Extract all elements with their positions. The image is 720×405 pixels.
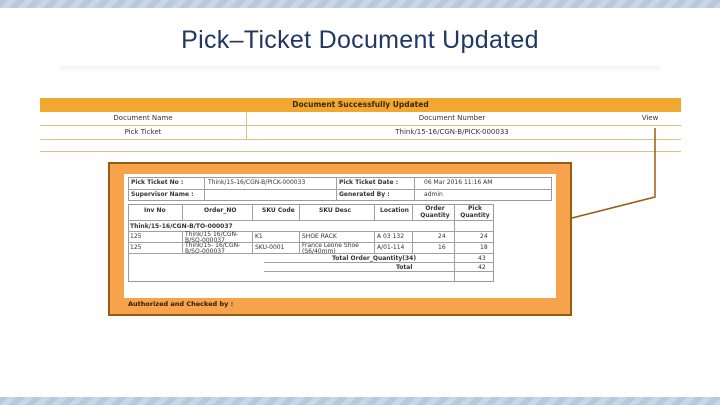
row1-inv: 125 [130,233,142,240]
group-header: Think/15-16/CGN-B/TO-000037 [130,223,233,230]
col-pick-quantity: Pick Quantity [460,205,490,219]
row2-order-qty: 16 [438,244,446,251]
row2-pick-qty: 18 [480,244,488,251]
total-order-label: Total Order_Quantity(34) [332,255,417,262]
row1-desc: SHOE RACK [302,233,337,240]
info-row-divider [128,189,552,190]
pick-ticket-document [124,174,556,298]
col-sku-desc: SKU Desc [319,207,352,214]
info-col-divider [336,177,337,201]
col-divider [299,231,300,253]
row1-order: Think/15 16/CGN-B/SO-000037 [185,231,239,244]
col-divider [374,204,375,220]
col-divider [252,204,253,220]
col-inv-no: Inv No [144,207,166,214]
generated-by-label: Generated By : [339,191,390,198]
row1-location: A 03 132 [377,233,405,240]
col-divider [299,204,300,220]
col-divider [454,204,455,282]
total-label: Total [396,264,413,271]
col-divider [412,204,413,220]
success-banner: Document Successfully Updated [40,98,681,112]
slide-title: Pick–Ticket Document Updated [181,26,539,54]
items-row-divider [264,271,494,272]
generated-by-value: admin [424,191,443,198]
header-document-name: Document Name [113,114,173,122]
col-divider [182,204,183,220]
pick-ticket-preview [108,162,572,316]
total-order-value: 43 [478,255,486,262]
col-location: Location [380,207,409,214]
items-header-divider [128,220,494,221]
col-divider [182,231,183,253]
total-value: 42 [478,264,486,271]
row2-desc: France Leone Shoe (S6/40mm) [302,242,359,255]
pick-ticket-date-label: Pick Ticket Date : [339,179,399,186]
col-order-quantity: Order Quantity [420,205,450,219]
document-name-cell: Pick Ticket [124,128,162,136]
col-divider [252,231,253,253]
items-row-divider [264,262,494,263]
row1-pick-qty: 24 [480,233,488,240]
col-divider [412,231,413,253]
row2-sku: SKU-0001 [255,244,285,251]
pick-ticket-date-value: 06 Mar 2016 11:16 AM [424,179,493,186]
supervisor-label: Supervisor Name : [131,191,194,198]
col-sku-code: SKU Code [262,207,295,214]
row2-inv: 125 [130,244,142,251]
col-order-no: Order_NO [204,207,237,214]
row1-order-qty: 24 [438,233,446,240]
row1-sku: K1 [255,233,263,240]
header-view: View [641,114,659,122]
authorized-checked-by: Authorized and Checked by : [128,300,234,308]
row2-order: Think/15- 16/CGN-B/SO-000037 [185,242,241,255]
info-col-divider [414,177,415,201]
header-document-number: Document Number [418,114,486,122]
document-number-cell: Think/15-16/CGN-B/PICK-000033 [395,128,509,136]
pick-ticket-no-value: Think/15-16/CGN-B/PICK-000033 [208,179,306,186]
row2-location: A/01-114 [377,244,405,251]
info-col-divider [204,177,205,201]
bottom-decorative-band [0,397,720,405]
col-divider [374,231,375,253]
pick-ticket-no-label: Pick Ticket No : [131,179,184,186]
